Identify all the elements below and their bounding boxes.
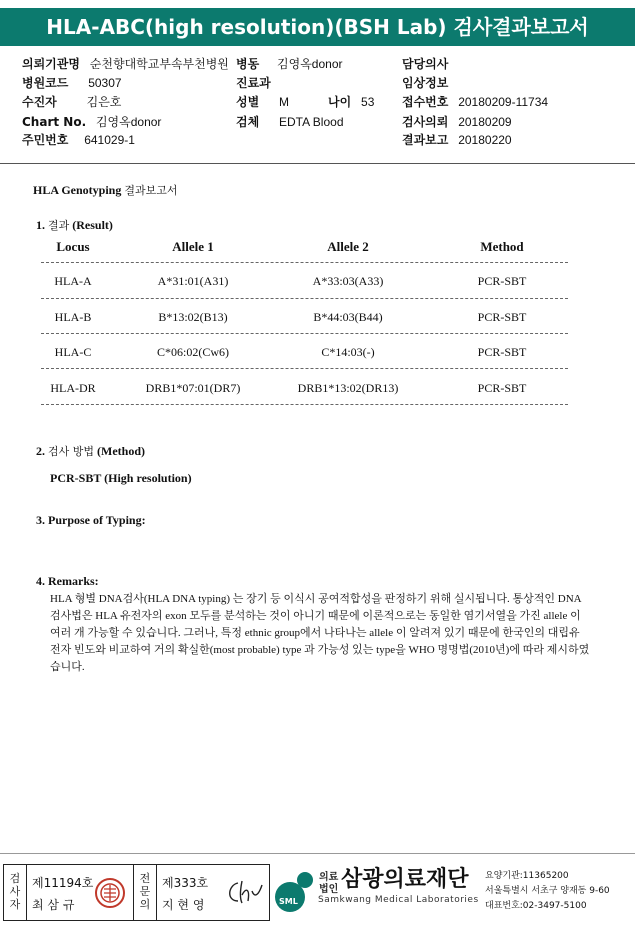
dept-label (236, 75, 271, 91)
doctor-label-text: 담당의사 (402, 57, 449, 71)
remarks-heading: 4. Remarks: (36, 574, 99, 588)
sml-logo-icon (272, 866, 318, 914)
dept-label-text: 진료과 (236, 76, 271, 90)
report-title: HLA-ABC(high resolution)(BSH Lab) 검사결과보고서 (0, 8, 635, 46)
row-hla-b-allele2: B*44:03(B44) (313, 310, 383, 324)
logo-small-top: 의료 (319, 872, 339, 883)
sex-row (236, 94, 289, 110)
box-divider (26, 865, 27, 920)
header-divider (0, 163, 635, 164)
tester-name: 최 삼 규 (32, 898, 75, 912)
row-hla-c-allele2: C*14:03(-) (321, 345, 375, 359)
row-hla-a-allele2: A*33:03(A33) (312, 274, 384, 288)
report-date-value: 20180220 (458, 133, 512, 147)
age-row (328, 94, 374, 110)
method-value: PCR-SBT (High resolution) (50, 471, 192, 485)
subject-row (22, 94, 121, 110)
org-name-en: Samkwang Medical Laboratories (318, 895, 479, 905)
receipt-value: 20180209-11734 (458, 95, 549, 109)
ward-value: 김영옥donor (277, 57, 343, 71)
purpose-heading: 3. Purpose of Typing: (36, 513, 146, 527)
method-en: (Method) (97, 444, 146, 458)
tester-label: 검사자 (9, 872, 21, 911)
row-hla-dr-allele1: DRB1*07:01(DR7) (145, 381, 241, 395)
report-date-row (402, 132, 512, 148)
receipt-label: 접수번호 (402, 95, 449, 109)
specialist-license: 제333호 (162, 876, 209, 890)
result-heading (36, 217, 113, 233)
subject-label: 수진자 (22, 95, 57, 109)
seal-icon (94, 877, 126, 909)
care-code: 요양기관:11365200 (485, 871, 569, 881)
row-hla-a-method: PCR-SBT (477, 274, 527, 288)
method-ko: 검사 방법 (48, 445, 95, 458)
institution-row (22, 56, 229, 72)
genotyping-heading (33, 182, 178, 198)
hospital-code-row (22, 75, 122, 91)
row-hla-dr-allele2: DRB1*13:02(DR13) (297, 381, 399, 395)
result-en: (Result) (72, 218, 113, 232)
genotyping-heading-ko: 결과보고서 (124, 184, 178, 197)
specialist-name: 지 현 영 (162, 898, 205, 912)
row-hla-a-allele1: A*31:01(A31) (157, 274, 229, 288)
row-hla-c-method: PCR-SBT (477, 345, 527, 359)
sex-label: 성별 (236, 95, 260, 109)
request-value: 20180209 (458, 115, 512, 129)
phone: 대표번호:02-3497-5100 (485, 901, 587, 911)
table-divider (41, 298, 568, 299)
box-divider (156, 865, 157, 920)
row-hla-dr-method: PCR-SBT (477, 381, 527, 395)
specimen-label: 검체 (236, 115, 260, 129)
ward-label: 병동 (236, 57, 260, 71)
result-num: 1. (36, 218, 45, 232)
row-hla-a-locus: HLA-A (54, 274, 92, 288)
receipt-row (402, 94, 548, 110)
col-allele1: Allele 1 (172, 239, 214, 254)
institution-value: 순천향대학교부속부천병원 (89, 57, 229, 71)
signature-icon (224, 877, 264, 907)
table-divider (41, 333, 568, 334)
tester-license: 제11194호 (32, 876, 94, 890)
report-date-label: 결과보고 (402, 133, 449, 147)
row-hla-b-method: PCR-SBT (477, 310, 527, 324)
remarks-text: HLA 형별 DNA검사(HLA DNA typing) 는 장기 등 이식시 공여적합성을 판정하기 위해 실시됩니다. 통상적인 DNA 검사법은 HLA 유전자의 exon 모두를 분석하는 것이 아니기 때문에 이론적으로는 동일한 염기서열을 가진 allele 이 여러 개 가능할 수 있습니다. 그러나, 특정 ethnic group에서 나타나는 allele 이 알려져 있기 때문에 한국인의 대립유전자 빈도와 비교하여 거의 확실한(most probable) type 과 가능성 있는 type을 WHO 명명법(2010년)에 따라 제시하였습니다. (50, 593, 590, 673)
chart-value: 김영옥donor (95, 115, 162, 129)
result-ko: 결과 (48, 219, 70, 232)
institution-label: 의뢰기관명 (22, 57, 80, 71)
specimen-value: EDTA Blood (279, 115, 344, 129)
method-num: 2. (36, 444, 45, 458)
ward-row (236, 56, 342, 72)
table-divider (41, 404, 568, 405)
row-hla-c-allele1: C*06:02(Cw6) (157, 345, 229, 359)
chart-label: Chart No. (22, 115, 87, 129)
col-allele2: Allele 2 (327, 239, 369, 254)
sex-value: M (279, 95, 290, 109)
genotyping-heading-en: HLA Genotyping (33, 183, 122, 197)
id-value: 641029-1 (84, 133, 135, 147)
col-locus: Locus (56, 239, 90, 254)
doctor-label (402, 56, 448, 72)
row-hla-b-allele1: B*13:02(B13) (158, 310, 228, 324)
hospital-code-value: 50307 (88, 76, 122, 90)
logo-mark: SML (279, 897, 298, 906)
specimen-row (236, 114, 344, 130)
col-method: Method (480, 239, 524, 254)
address: 서울특별시 서초구 양재동 9-60 (485, 886, 610, 896)
subject-value: 김은호 (86, 95, 122, 109)
request-label: 검사의뢰 (402, 115, 449, 129)
clinical-label (402, 75, 448, 91)
method-heading (36, 443, 145, 459)
id-label: 주민번호 (22, 133, 69, 147)
row-hla-dr-locus: HLA-DR (50, 381, 96, 395)
request-row (402, 114, 512, 130)
row-hla-c-locus: HLA-C (54, 345, 92, 359)
box-divider (133, 865, 134, 920)
chart-row (22, 114, 161, 130)
footer-divider (0, 853, 635, 854)
table-divider (41, 262, 568, 263)
hospital-code-label: 병원코드 (22, 76, 69, 90)
id-row (22, 132, 135, 148)
age-value: 53 (361, 95, 375, 109)
row-hla-b-locus: HLA-B (54, 310, 92, 324)
signature-box (3, 864, 270, 921)
clinical-label-text: 임상정보 (402, 76, 449, 90)
age-label: 나이 (328, 95, 352, 109)
table-divider (41, 368, 568, 369)
logo-small-bottom: 법인 (319, 884, 339, 895)
org-name: 삼광의료재단 (341, 867, 469, 892)
specialist-label: 전문의 (139, 872, 151, 911)
